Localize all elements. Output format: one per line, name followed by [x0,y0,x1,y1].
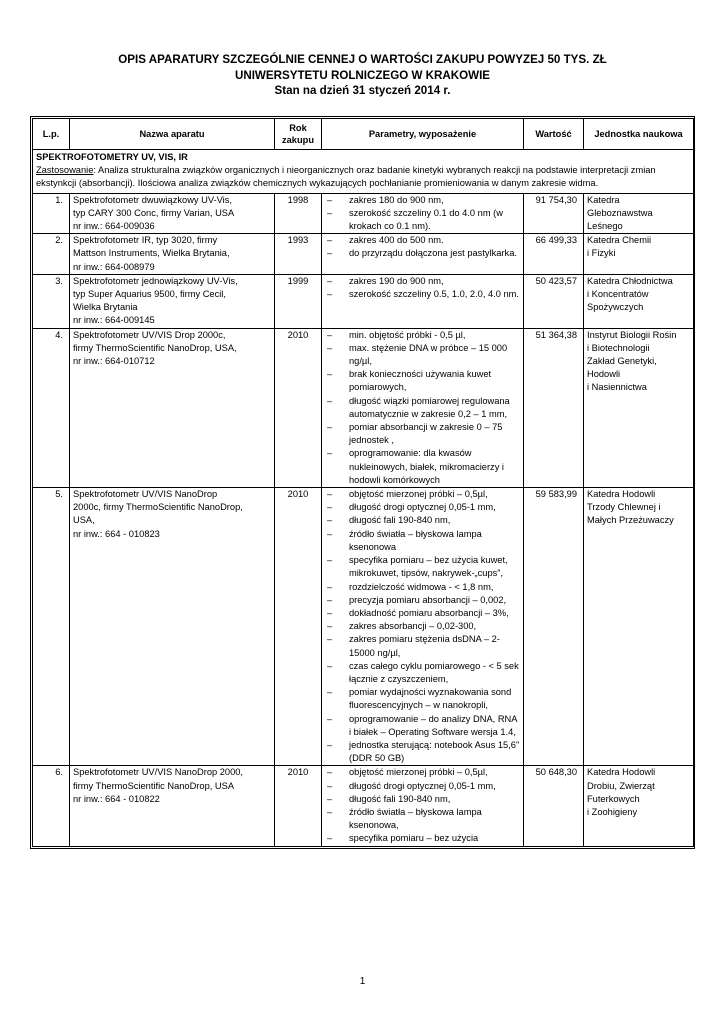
row-unit-line: i Nasiennictwa [587,382,647,393]
header-lp: L.p. [33,119,70,150]
param-item: – objętość mierzonej próbki – 0,5µl, [325,488,520,501]
header-year-line-1: Rok [289,123,307,133]
row-name [70,234,275,275]
param-item: – precyzja pomiaru absorbancji – 0,002, [325,594,520,607]
row-unit-line: i Biotechnologii [587,342,650,353]
header-year-line-2: zakupu [281,135,315,145]
row-name-line: Wielka Brytania [73,302,138,313]
usage-label: Zastosowanie [36,165,94,176]
param-item: – pomiar absorbancji w zakresie 0 – 75 jednostek , [325,421,520,447]
row-params [322,766,524,846]
row-unit-line: Katedra Hodowli [587,767,656,778]
row-value: 66 499,33 [524,234,584,275]
row-unit-line: Drobiu, Zwierząt [587,780,655,791]
param-item: – jednostka sterującą: notebook Asus 15,6” (DDR 50 GB) [325,739,520,765]
row-year: 1998 [275,193,322,234]
row-unit-line: i Zoohigieny [587,806,638,817]
table-row [33,488,694,766]
usage-text: : Analiza strukturalna związków organicznych i nieorganicznych oraz badanie kinetyki wybranych reakcji na podstawie interpretacji zmian ekstynkcji (absorbancji). Ilościowa analiza związków chemicznych wykazujących pochłanianie promieniowania w danym zakresie widma. [36,165,656,189]
row-unit-line: Spożywczych [587,302,644,313]
row-lp: 1. [33,193,70,234]
param-item: – oprogramowanie: dla kwasów nukleinowych, białek, mikromacierzy i hodowli komórkowych [325,447,520,487]
row-unit [584,274,694,328]
row-unit-line: Katedra Hodowli [587,489,656,500]
row-params [322,328,524,487]
title-line-2: UNIWERSYTETU ROLNICZEGO W KRAKOWIE [234,68,491,82]
param-item: – objętość mierzonej próbki – 0,5µl, [325,766,520,779]
equipment-table [32,118,694,847]
header-year [275,119,322,150]
table-row [33,328,694,487]
params-list [325,766,520,845]
row-unit [584,328,694,487]
row-year: 2010 [275,766,322,846]
row-name [70,766,275,846]
row-unit [584,488,694,766]
section-row [33,150,694,194]
param-item: – długość wiązki pomiarowej regulowana automatycznie w zakresie 0,2 – 1 mm, [325,395,520,421]
row-params [322,193,524,234]
header-value: Wartość [524,119,584,150]
row-unit [584,766,694,846]
param-item: – rozdzielczość widmowa - < 1,8 nm, [325,581,520,594]
row-lp: 6. [33,766,70,846]
param-item: – do przyrządu dołączona jest pastylkarka. [325,247,520,260]
row-unit-line: Trzody Chlewnej i [587,502,661,513]
row-name [70,274,275,328]
param-item: – zakres 190 do 900 nm, [325,275,520,288]
table-header-row [33,119,694,150]
row-name-line: Spektrofotometr UV/VIS NanoDrop 2000, [73,767,244,778]
row-name-line: nr inw.: 664-010712 [73,356,155,367]
row-unit-line: i Koncentratów [587,289,649,300]
row-unit-line: Katedra [587,194,620,205]
param-item: – pomiar wydajności wyznakowania sond fluorescencyjnych – w nanokropli, [325,686,520,712]
param-item: – specyfika pomiaru – bez użycia [325,832,520,845]
params-list [325,275,520,301]
param-item: – szerokość szczeliny 0.5, 1.0, 2.0, 4.0 nm. [325,288,520,301]
table-row [33,234,694,275]
row-unit-line: Zakład Genetyki, [587,356,657,367]
params-list [325,329,520,487]
row-name [70,328,275,487]
row-lp: 4. [33,328,70,487]
section-cell [33,150,694,194]
row-name-line: firmy ThermoScientific NanoDrop, USA [73,780,235,791]
section-title: SPEKTROFOTOMETRY UV, VIS, IR [36,152,188,162]
row-name [70,488,275,766]
row-name-line: firmy ThermoScientific NanoDrop, USA, [73,342,237,353]
document-title [0,52,725,99]
row-name-line: Spektrofotometr dwuwiązkowy UV-Vis, [73,194,232,205]
row-name-line: nr inw.: 664-009036 [73,221,155,232]
param-item: – szerokość szczeliny 0.1 do 4.0 nm (w krokach co 0.1 nm). [325,207,520,233]
row-unit-line: Małych Przeżuwaczy [587,515,674,526]
param-item: – min. objętość próbki - 0,5 µl, [325,329,520,342]
row-params [322,274,524,328]
param-item: – długość drogi optycznej 0,05-1 mm, [325,501,520,514]
param-item: – specyfika pomiaru – bez użycia kuwet, mikrokuwet, tipsów, nakrywek-„cups”, [325,554,520,580]
row-year: 1993 [275,234,322,275]
param-item: – czas całego cyklu pomiarowego - < 5 sek łącznie z czyszczeniem, [325,660,520,686]
row-name-line: nr inw.: 664-008979 [73,261,155,272]
param-item: – zakres pomiaru stężenia dsDNA – 2-15000 ng/µl, [325,633,520,659]
table-row [33,766,694,846]
row-unit-line: i Fizyki [587,248,616,259]
row-year: 2010 [275,488,322,766]
table-row [33,274,694,328]
row-value: 50 648,30 [524,766,584,846]
row-name-line: Mattson Instruments, Wielka Brytania, [73,248,230,259]
row-value: 50 423,57 [524,274,584,328]
row-lp: 5. [33,488,70,766]
param-item: – oprogramowanie – do analizy DNA, RNA i białek – Operating Software wersja 1.4, [325,713,520,739]
row-unit [584,234,694,275]
row-unit-line: Instyrut Biologii Rośin [587,329,677,340]
param-item: – zakres 180 do 900 nm, [325,194,520,207]
row-unit-line: Katedra Chłodnictwa [587,275,673,286]
table-row [33,193,694,234]
param-item: – dokładność pomiaru absorbancji – 3%, [325,607,520,620]
param-item: – zakres absorbancji – 0,02-300, [325,620,520,633]
params-list [325,194,520,234]
title-line-1: OPIS APARATURY SZCZEGÓLNIE CENNEJ O WARTOŚCI ZAKUPU POWYZEJ 50 TYS. ZŁ [118,53,607,66]
params-list [325,234,520,260]
row-value: 51 364,38 [524,328,584,487]
row-name-line: Spektrofotometr jednowiązkowy UV-Vis, [73,275,238,286]
row-name-line: nr inw.: 664-009145 [73,315,155,326]
title-line-3: Stan na dzień 31 styczeń 2014 r. [274,84,451,97]
row-name-line: USA, [73,515,95,526]
param-item: – źródło światła – błyskowa lampa ksenonowa, [325,806,520,832]
param-item: – brak konieczności używania kuwet pomiarowych, [325,368,520,394]
param-item: – długość fali 190-840 nm, [325,514,520,527]
header-name: Nazwa aparatu [70,119,275,150]
param-item: – max. stężenie DNA w próbce – 15 000 ng/µl, [325,342,520,368]
row-name-line: 2000c, firmy ThermoScientific NanoDrop, [73,502,243,513]
param-item: – długość fali 190-840 nm, [325,793,520,806]
row-name-line: typ CARY 300 Conc, firmy Varian, USA [73,207,235,218]
section-usage [36,164,690,190]
header-unit: Jednostka naukowa [584,119,694,150]
equipment-table-frame [30,116,695,849]
row-unit-line: Leśnego [587,221,623,232]
row-name-line: typ Super Aquarius 9500, firmy Cecil, [73,289,226,300]
row-unit-line: Futerkowych [587,793,640,804]
row-unit [584,193,694,234]
row-name-line: Spektrofotometr UV/VIS NanoDrop [73,489,218,500]
row-name-line: nr inw.: 664 - 010822 [73,793,160,804]
param-item: – źródło światła – błyskowa lampa ksenonowa [325,528,520,554]
row-name-line: Spektrofotometr IR, typ 3020, firmy [73,235,218,246]
params-list [325,488,520,765]
header-params: Parametry, wyposażenie [322,119,524,150]
row-value: 91 754,30 [524,193,584,234]
row-lp: 2. [33,234,70,275]
param-item: – długość drogi optycznej 0,05-1 mm, [325,780,520,793]
row-value: 59 583,99 [524,488,584,766]
row-params [322,488,524,766]
row-year: 1999 [275,274,322,328]
row-params [322,234,524,275]
row-name [70,193,275,234]
row-unit-line: Hodowli [587,369,621,380]
page-number: 1 [359,976,366,987]
row-unit-line: Gleboznawstwa [587,207,653,218]
row-lp: 3. [33,274,70,328]
row-name-line: nr inw.: 664 - 010823 [73,528,160,539]
row-unit-line: Katedra Chemii [587,235,652,246]
param-item: – zakres 400 do 500 nm. [325,234,520,247]
row-year: 2010 [275,328,322,487]
row-name-line: Spektrofotometr UV/VIS Drop 2000c, [73,329,226,340]
